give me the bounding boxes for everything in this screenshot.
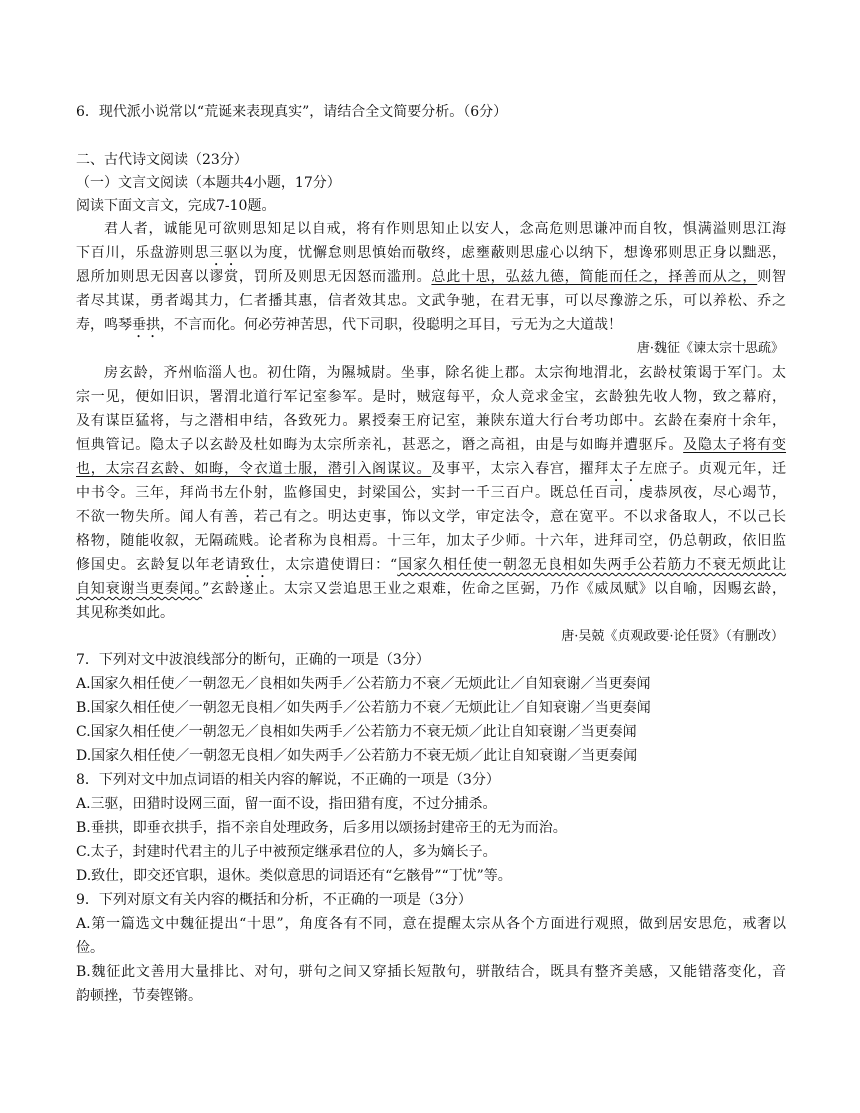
passage2-line-1: 房玄龄，齐州临淄人也。初仕隋，为隰城尉。坐事，除名徙上郡。太宗徇地渭北，玄龄杖策谒于军门。太 (104, 365, 786, 381)
text-span: ，不言而化。何必劳神苦思，代下司职，役聪明之耳目，亏无为之大道哉！ (160, 317, 622, 333)
question-8-option-a: A.三驱，田猎时设网三面，留一面不设，指田猎有度，不过分捕杀。 (76, 796, 497, 812)
passage1-line-3 (76, 265, 786, 289)
dotted-term-chuigong: 垂拱 (132, 317, 160, 333)
text-span: 左庶子。贞观元年，迁 (638, 461, 787, 477)
passage1-source: 唐·魏征《谏太宗十思疏》 (636, 341, 784, 356)
question-9-option-b-line-2: 韵顿挫，节奏铿锵。 (76, 988, 202, 1004)
wavy-sentence-a: 国家久相任使一朝忽无良相如失两手公若筋力不衰无烦此让 (397, 557, 787, 573)
text-span: 寿，鸣琴 (76, 317, 132, 333)
text-span: 修国史。玄龄复以年老请 (76, 557, 241, 573)
underlined-sentence-2b: 也，太宗召玄龄、如晦，令衣道士服，潜引入阁谋议。 (76, 461, 432, 477)
passage1-line-4: 者尽其谋，勇者竭其力，仁者播其惠，信者效其忠。文武争驰，在君无事，可以尽豫游之乐，可以养松、乔之 (76, 293, 786, 309)
underlined-sentence-2a: 及隐太子将有变 (683, 437, 787, 453)
question-9-option-a-line-1: A.第一篇选文中魏征提出“十思”，角度各有不同，意在提醒太宗从各个方面进行观照，做到居安思危，戒奢以 (76, 916, 786, 932)
subsection-1-title: （一）文言文阅读（本题共4小题，17分） (76, 175, 341, 191)
passage1-line-1: 君人者，诚能见可欲则思知足以自戒，将有作则思知止以安人，念高危则思谦冲而自牧，惧满溢则思江海 (104, 221, 786, 237)
passage2-line-10 (76, 577, 786, 601)
wavy-sentence-b: 自知衰谢当更奏闻。 (76, 581, 203, 597)
question-8-option-b: B.垂拱，即垂衣拱手，指不亲自处理政务，后多用以颂扬封建帝王的无为而治。 (76, 820, 567, 836)
dotted-term-sanqu: 三驱 (209, 245, 239, 261)
passage2-line-11: 其见称类如此。 (76, 605, 174, 621)
text-span: 以为度，忧懈怠则思慎始而敬终，虑壅蔽则思虚心以纳下，想谗邪则思正身以黜恶， (238, 245, 787, 261)
passage2-source: 唐·吴兢《贞观政要·论任贤》（有删改） (561, 629, 784, 644)
question-7-option-a: A.国家久相任使／一朝忽无／良相如失两手／公若筋力不衰／无烦此让／自知衰谢／当更奏闻 (76, 676, 651, 692)
text-span: 恩所加则思无因喜以谬赏，罚所及则思无因怒而滥刑。 (76, 269, 432, 285)
section-2-title: 二、古代诗文阅读（23分） (76, 152, 248, 168)
question-6: 6．现代派小说常以“荒诞来表现真实”，请结合全文简要分析。（6分） (76, 104, 508, 120)
passage2-line-4 (76, 433, 786, 457)
passage2-line-6: 中书令。三年，拜尚书左仆射，监修国史，封梁国公，实封一千三百户。既总任百司，虔恭夙夜，尽心竭节， (76, 485, 786, 501)
question-7-stem: 7．下列对文中波浪线部分的断句，正确的一项是（3分） (76, 652, 430, 668)
question-8-option-d: D.致仕，即交还官职，退休。类似意思的词语还有“乞骸骨”“丁忧”等。 (76, 868, 512, 884)
question-9-option-a-line-2: 俭。 (76, 940, 104, 956)
question-7-option-d: D.国家久相任使／一朝忽无良相／如失两手／公若筋力不衰无烦／此让自知衰谢／当更奏闻 (76, 748, 638, 764)
question-8-option-c: C.太子，封建时代君主的儿子中被预定继承君位的人，多为嫡长子。 (76, 844, 497, 860)
text-span: ”玄龄遂止。太宗又尝追思王业之艰难，佐命之匡弼，乃作《威凤赋》以自喻，因赐玄龄， (202, 581, 787, 597)
question-9-option-b-line-1: B.魏征此文善用大量排比、对句，骈句之间又穿插长短散句，骈散结合，既具有整齐美感，又能错落变化，音 (76, 964, 786, 980)
text-span: 则智 (757, 269, 787, 285)
text-span: 恒典管记。隐太子以玄龄及杜如晦为太宗所亲礼，甚恶之，谮之高祖，由是与如晦并遭驱斥。 (76, 437, 684, 453)
reading-instruction: 阅读下面文言文，完成7-10题。 (76, 198, 276, 214)
passage2-line-3: 及有谋臣猛将，与之潜相申结，各致死力。累授秦王府记室，兼陕东道大行台考功郎中。玄龄在秦府十余年， (76, 413, 786, 429)
passage1-line-5 (76, 313, 622, 341)
text-span: ，太宗遣使谓曰：“ (270, 557, 398, 573)
underlined-sentence-1: 总此十思，弘兹九德，简能而任之，择善而从之， (431, 269, 758, 285)
question-7-option-b: B.国家久相任使／一朝忽无良相／如失两手／公若筋力不衰／无烦此让／自知衰谢／当更奏闻 (76, 700, 651, 716)
question-7-option-c: C.国家久相任使／一朝忽无／良相如失两手／公若筋力不衰无烦／此让自知衰谢／当更奏闻 (76, 724, 637, 740)
passage2-line-2: 宗一见，便如旧识，署渭北道行军记室参军。是时，贼寇每平，众人竞求金宝，玄龄独先收人物，致之幕府， (76, 389, 786, 405)
text-span: 下百川，乐盘游则思 (76, 245, 210, 261)
question-9-stem: 9．下列对原文有关内容的概括和分析，不正确的一项是（3分） (76, 892, 472, 908)
passage2-line-7: 不欲一物失所。闻人有善，若己有之。明达吏事，饰以文学，审定法令，意在宽平。不以求备取人，不以己长 (76, 509, 786, 525)
dotted-term-zhishi: 致仕 (240, 557, 271, 573)
text-span: 及事平，太宗入春宫，擢拜 (431, 461, 610, 477)
dotted-term-taizi: 太子 (609, 461, 639, 477)
passage2-line-8: 格物，随能收叙，无隔疏贱。论者称为良相焉。十三年，加太子少师。十六年，进拜司空，仍总朝政，依旧监 (76, 533, 786, 549)
question-8-stem: 8．下列对文中加点词语的相关内容的解说，不正确的一项是（3分） (76, 772, 500, 788)
